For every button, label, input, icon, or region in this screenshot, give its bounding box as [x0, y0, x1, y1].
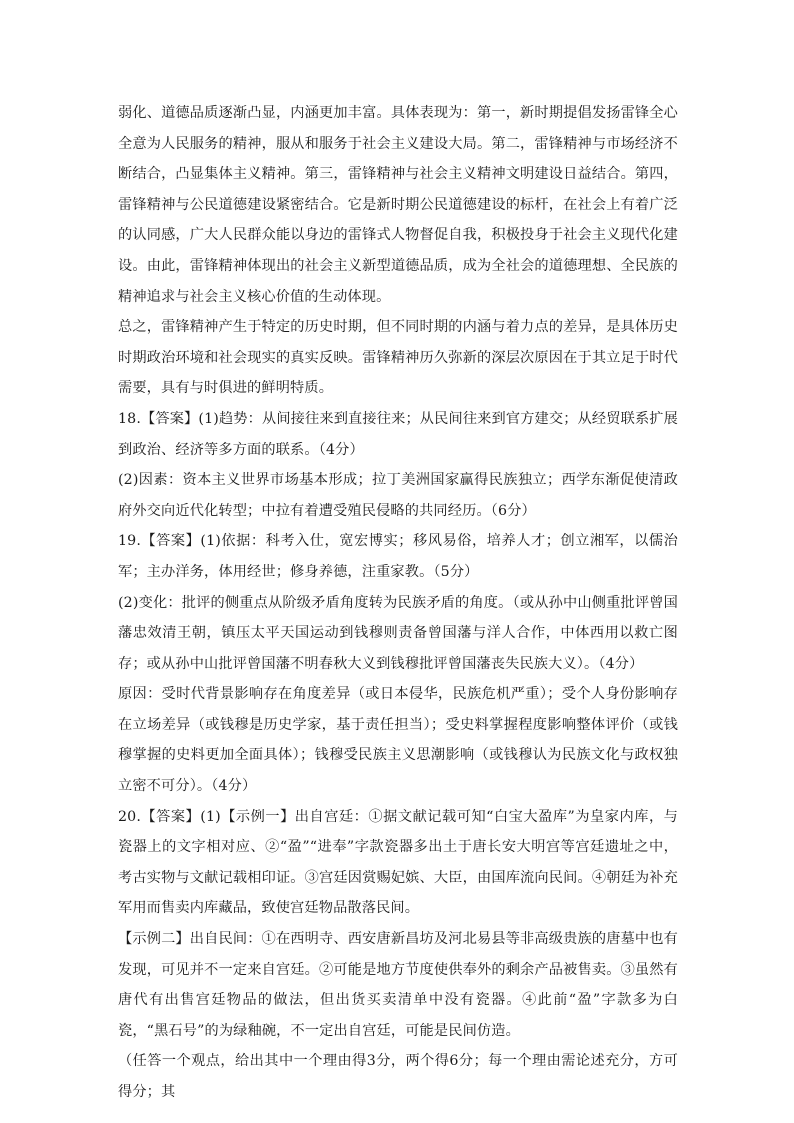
answer-20-scoring-note: （任答一个观点，给出其中一个理由得3分，两个得6分；每一个理由需论述充分，方可得分；其 — [118, 1053, 678, 1100]
answer-19-part-2-reason: 原因：受时代背景影响存在角度差异（或日本侵华，民族危机严重）；受个人身份影响存在立场差异（或钱穆是历史学家，基于责任担当）；受史料掌握程度影响整体评价（或钱穆掌握的史料更加全面具体）；钱穆受民族主义思潮影响（或钱穆认为民族文化与政权独立密不可分）。（4分） — [118, 686, 678, 795]
answer-20-example-1: 20.【答案】(1)【示例一】出自宫廷：①据文献记载可知“白宝大盈库”为皇家内库，与瓷器上的文字相对应、②“盈”“进奉”字款瓷器多出土于唐长安大明宫等宫廷遗址之中，考古实物与文献记载相印证。③宫廷因赏赐妃嫔、大臣，由国库流向民间。④朝廷为补充军用而售卖内库藏品，致使宫廷物品散落民间。 — [118, 808, 678, 917]
paragraph-leifeng-summary: 总之，雷锋精神产生于特定的历史时期，但不同时期的内涵与着力点的差异，是具体历史时期政治环境和社会现实的真实反映。雷锋精神历久弥新的深层次原因在于其立足于时代需要，具有与时俱进的鲜明特质。 — [118, 319, 678, 397]
answer-20-example-2: 【示例二】出自民间：①在西明寺、西安唐新昌坊及河北易县等非高级贵族的唐墓中也有发现，可见并不一定来自宫廷。②可能是地方节度使供奉外的剩余产品被售卖。③虽然有唐代有出售宫廷物品的做法，但出货买卖清单中没有瓷器。④此前“盈”字款多为白瓷，“黑石号”的为绿釉碗，不一定出自宫廷，可能是民间仿造。 — [118, 931, 678, 1039]
answer-18-part-1: 18.【答案】(1)趋势：从间接往来到直接往来；从民间往来到官方建交；从经贸联系扩展到政治、经济等多方面的联系。（4分） — [118, 410, 678, 458]
paragraph-leifeng-continued: 弱化、道德品质逐渐凸显，内涵更加丰富。具体表现为：第一，新时期提倡发扬雷锋全心全意为人民服务的精神，服从和服务于社会主义建设大局。第二，雷锋精神与市场经济不断结合，凸显集体主义精神。第三，雷锋精神与社会主义精神文明建设日益结合。第四，雷锋精神与公民道德建设紧密结合。它是新时期公民道德建设的标杆，在社会上有着广泛的认同感，广大人民群众能以身边的雷锋式人物督促自我，积极投身于社会主义现代化建设。由此，雷锋精神体现出的社会主义新型道德品质，成为全社会的道德理想、全民族的精神追求与社会主义核心价值的生动体现。 — [118, 105, 678, 305]
answer-19-part-2-change: (2)变化：批评的侧重点从阶级矛盾角度转为民族矛盾的角度。（或从孙中山侧重批评曾国藩忠效清王朝，镇压太平天国运动到钱穆则责备曾国藩与洋人合作，中体西用以救亡图存；或从孙中山批评曾国藩不明春秋大义到钱穆批评曾国藩丧失民族大义）。（4分） — [118, 594, 678, 672]
answer-19-part-1: 19.【答案】(1)依据：科考入仕，宽宏博实；移风易俗，培养人才；创立湘军，以儒治军；主办洋务，体用经世；修身养德，注重家教。（5分） — [118, 533, 678, 580]
answer-18-part-2: (2)因素：资本主义世界市场基本形成；拉丁美洲国家赢得民族独立；西学东渐促使清政府外交向近代化转型；中拉有着遭受殖民侵略的共同经历。（6分） — [118, 472, 678, 519]
document-body — [118, 98, 678, 1108]
